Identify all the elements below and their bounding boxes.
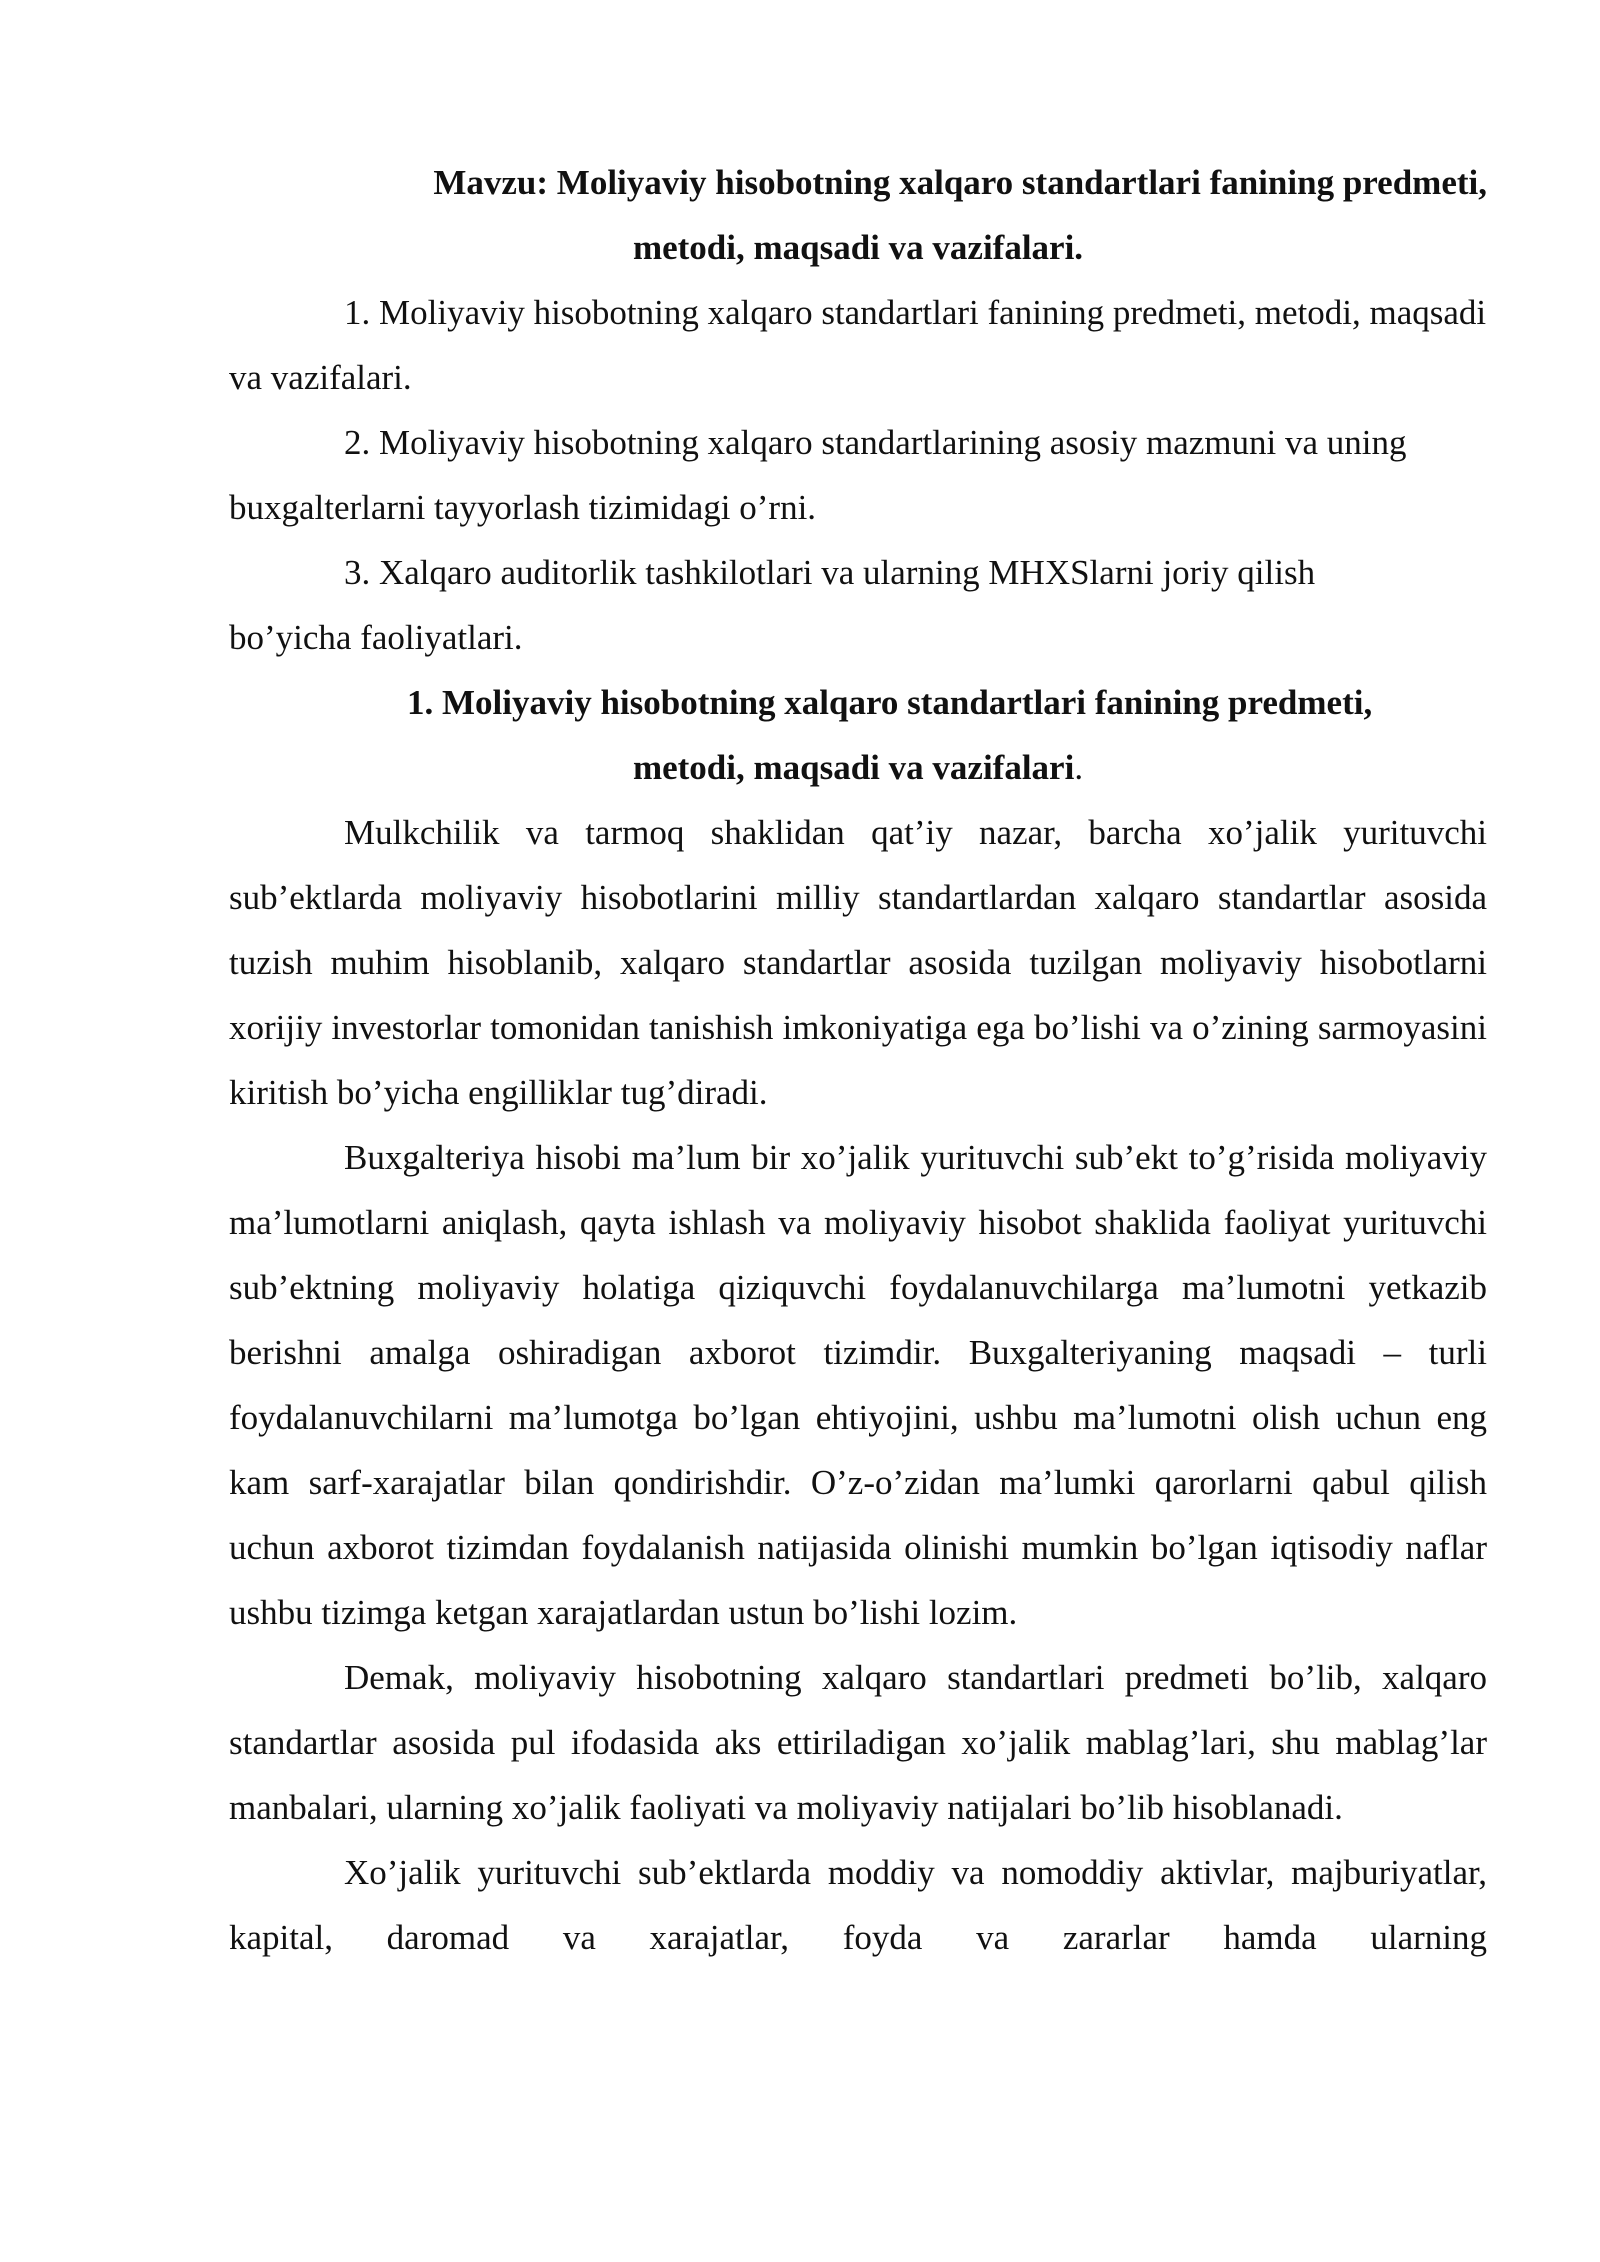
section-heading-dot: . — [1074, 748, 1084, 787]
plan-item-2: 2. Moliyaviy hisobotning xalqaro standartlarining asosiy mazmuni va uning buxgalterlarni tayyorlash tizimidagi o’rni. — [229, 423, 1407, 527]
paragraph-2: Buxgalteriya hisobi ma’lum bir xo’jalik yurituvchi sub’ekt to’g’risida moliyaviy ma’lumotlarni aniqlash, qayta ishlash va moliyaviy hisobot shaklida faoliyat yurituvchi sub’ektning moliyaviy holatiga qiziquvchi foydalanuvchilarga ma’lumotni yetkazib berishni amalga oshiradigan axborot tizimdir. Buxgalteriyaning maqsadi – turli foydalanuvchilarni ma’lumotga bo’lgan ehtiyojini, ushbu ma’lumotni olish uchun eng kam sarf-xarajatlar bilan qondirishdir. O’z-o’zidan ma’lumki qarorlarni qabul qilish uchun axborot tizimdan foydalanish natijasida olinishi mumkin bo’lgan iqtisodiy naflar ushbu tizimga ketgan xarajatlardan ustun bo’lishi lozim. — [229, 1138, 1487, 1632]
paragraph-4: Xo’jalik yurituvchi sub’ektlarda moddiy va nomoddiy aktivlar, majburiyatlar, kapital, daromad va xarajatlar, foyda va zararlar hamda ularning — [229, 1853, 1487, 1957]
plan-item-1: 1. Moliyaviy hisobotning xalqaro standartlari fanining predmeti, metodi, maqsadi va vazifalari. — [229, 293, 1487, 397]
plan-item-3: 3. Xalqaro auditorlik tashkilotlari va ularning MHXSlarni joriy qilish bo’yicha faoliyatlari. — [229, 553, 1316, 657]
paragraph-1: Mulkchilik va tarmoq shaklidan qat’iy nazar, barcha xo’jalik yurituvchi sub’ektlarda moliyaviy hisobotlarini milliy standartlardan xalqaro standartlar asosida tuzish muhim hisoblanib, xalqaro standartlar asosida tuzilgan moliyaviy hisobotlarni xorijiy investorlar tomonidan tanishish imkoniyatiga ega bo’lishi va o’zining sarmoyasini kiritish bo’yicha engilliklar tug’diradi. — [229, 813, 1487, 1112]
document-page — [229, 150, 1487, 1970]
document-title-line-2: metodi, maqsadi va vazifalari. — [632, 228, 1084, 267]
paragraph-3: Demak, moliyaviy hisobotning xalqaro standartlari predmeti bo’lib, xalqaro standartlar asosida pul ifodasida aks ettiriladigan xo’jalik mablag’lari, shu mablag’lar manbalari, ularning xo’jalik faoliyati va moliyaviy natijalari bo’lib hisoblanadi. — [229, 1658, 1487, 1827]
document-title-line-1: Mavzu: Moliyaviy hisobotning xalqaro standartlari fanining predmeti, — [433, 163, 1487, 202]
section-heading-text: metodi, maqsadi va vazifalari — [632, 748, 1075, 787]
section-heading-line-1: 1. Moliyaviy hisobotning xalqaro standartlari fanining predmeti, — [407, 683, 1373, 722]
section-heading-line-2 — [229, 735, 1487, 800]
